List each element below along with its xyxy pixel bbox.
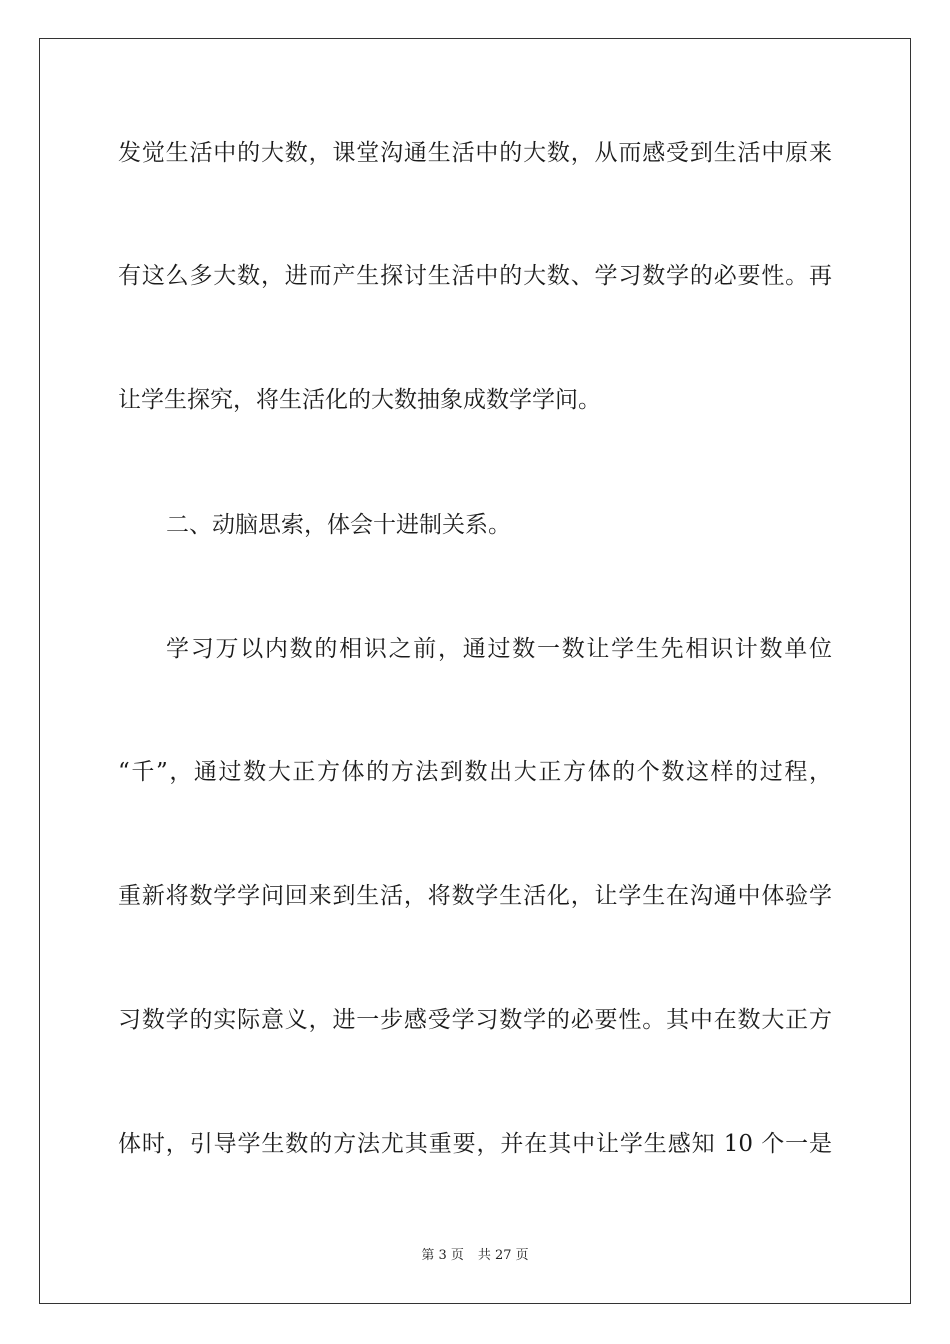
text-line-7: 重新将数学学问回来到生活，将数学生活化，让学生在沟通中体验学 [118, 883, 832, 909]
text-line-6: “千”，通过数大正方体的方法到数出大正方体的个数这样的过程， [118, 759, 832, 785]
page-border [39, 38, 911, 1304]
page-number: 第 3 页 [421, 1248, 464, 1263]
text-line-5: 学习万以内数的相识之前，通过数一数让学生先相识计数单位 [166, 636, 832, 662]
text-line-8: 习数学的实际意义，进一步感受学习数学的必要性。其中在数大正方 [118, 1007, 832, 1033]
text-line-2: 有这么多大数，进而产生探讨生活中的大数、学习数学的必要性。再 [118, 263, 832, 289]
text-line-3: 让学生探究，将生活化的大数抽象成数学学问。 [118, 387, 601, 413]
page-total: 共 27 页 [477, 1248, 529, 1263]
section-heading: 二、动脑思索，体会十进制关系。 [166, 512, 511, 538]
text-line-9: 体时，引导学生数的方法尤其重要，并在其中让学生感知 10 个一是 [118, 1131, 832, 1157]
text-line-1: 发觉生活中的大数，课堂沟通生活中的大数，从而感受到生活中原来 [118, 140, 832, 166]
page-footer [0, 1247, 950, 1265]
